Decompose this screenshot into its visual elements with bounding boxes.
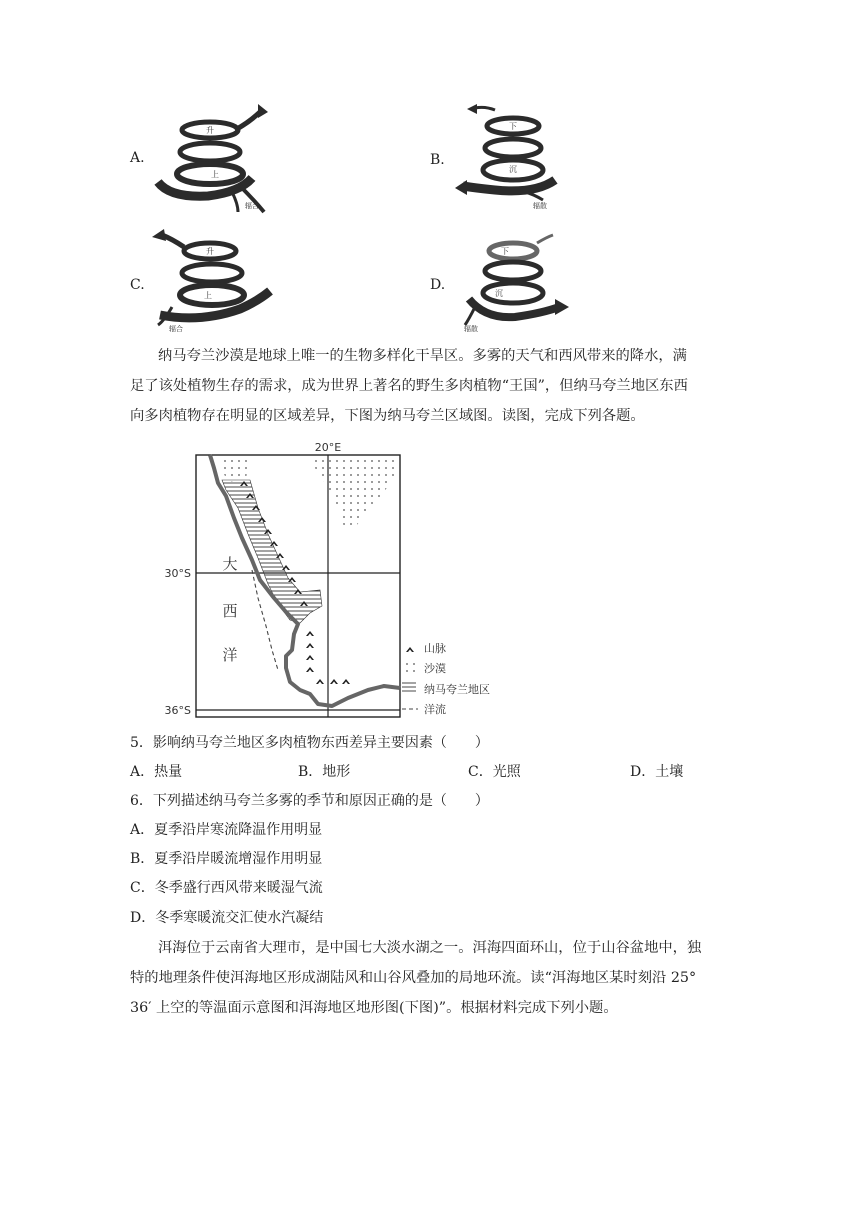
legend-desert-label: 沙漠 xyxy=(424,662,446,675)
lat-label-36s: 36°S xyxy=(164,704,191,717)
lon-label-20e: 20°E xyxy=(314,441,342,454)
q5-option-d: D．土壤 xyxy=(630,764,684,780)
option-d-letter: D. xyxy=(430,277,446,293)
ocean-char-3: 洋 xyxy=(222,646,238,664)
legend-region-label: 纳马夸兰地区 xyxy=(424,683,490,696)
erhai-line-2: 特的地理条件使洱海地区形成湖陆风和山谷风叠加的局地环流。读“洱海地区某时刻沿 25° xyxy=(130,970,697,986)
option-d-bottom-word: 沉 xyxy=(495,289,503,298)
q5-option-b: B．地形 xyxy=(298,764,351,780)
option-a-top-word: 升 xyxy=(206,126,214,135)
lat-label-30s: 30°S xyxy=(164,567,191,580)
ocean-char-1: 大 xyxy=(222,555,238,573)
erhai-line-1: 洱海位于云南省大理市，是中国七大淡水湖之一。洱海四面环山，位于山谷盆地中，独 xyxy=(158,940,702,956)
option-c-bottom-word: 上 xyxy=(204,291,212,300)
q5-option-a: A．热量 xyxy=(130,764,183,780)
option-b-bottom-word: 沉 xyxy=(509,165,517,174)
option-c-letter: C. xyxy=(130,277,145,293)
erhai-line-3: 36′ 上空的等温面示意图和洱海地区地形图(下图)”。根据材料完成下列小题。 xyxy=(130,1000,618,1016)
q5-stem: 5．影响纳马夸兰地区多肉植物东西差异主要因素（ ） xyxy=(130,735,489,751)
option-c-top-word: 升 xyxy=(206,247,214,256)
option-a-figure xyxy=(150,100,270,215)
intro-line-2: 足了该处植物生存的需求，成为世界上著名的野生多肉植物“王国”，但纳马夸兰地区东西 xyxy=(130,378,688,394)
desert-area-west xyxy=(222,458,250,482)
option-c-base-label: 辐合 xyxy=(169,325,183,333)
intro-line-3: 向多肉植物存在明显的区域差异，下图为纳马夸兰区域图。读图，完成下列各题。 xyxy=(130,408,645,424)
q6-stem: 6．下列描述纳马夸兰多雾的季节和原因正确的是（ ） xyxy=(130,793,489,809)
option-c-figure xyxy=(150,225,280,340)
q5-option-c: C．光照 xyxy=(468,764,521,780)
option-b-top-word: 下 xyxy=(509,122,517,131)
map-legend xyxy=(402,642,490,716)
option-b-base-label: 辐散 xyxy=(533,202,547,210)
legend-mountain-label: 山脉 xyxy=(424,642,446,655)
q6-option-c: C．冬季盛行西风带来暖湿气流 xyxy=(130,880,323,896)
option-a-base-label: 辐合 xyxy=(245,202,259,210)
option-b-letter: B. xyxy=(430,152,445,168)
namaqualand-map xyxy=(160,438,530,728)
option-d-figure xyxy=(455,225,575,340)
legend-current-label: 洋流 xyxy=(424,703,446,716)
option-a-letter: A. xyxy=(130,150,145,166)
legend-desert-symbol xyxy=(402,660,416,672)
q6-option-b: B．夏季沿岸暖流增湿作用明显 xyxy=(130,851,323,867)
q6-option-d: D．冬季寒暖流交汇使水汽凝结 xyxy=(130,910,324,926)
q6-option-a: A．夏季沿岸寒流降温作用明显 xyxy=(130,822,323,838)
legend-mountain-symbol xyxy=(406,647,414,652)
ocean-char-2: 西 xyxy=(222,602,238,620)
option-a-bottom-word: 上 xyxy=(211,170,219,179)
option-d-base-label: 辐散 xyxy=(464,325,478,333)
intro-line-1: 纳马夸兰沙漠是地球上唯一的生物多样化干旱区。多雾的天气和西风带来的降水，满 xyxy=(158,348,687,364)
legend-region-symbol xyxy=(402,682,416,694)
option-b-figure xyxy=(455,100,575,215)
option-d-top-word: 下 xyxy=(501,247,509,256)
